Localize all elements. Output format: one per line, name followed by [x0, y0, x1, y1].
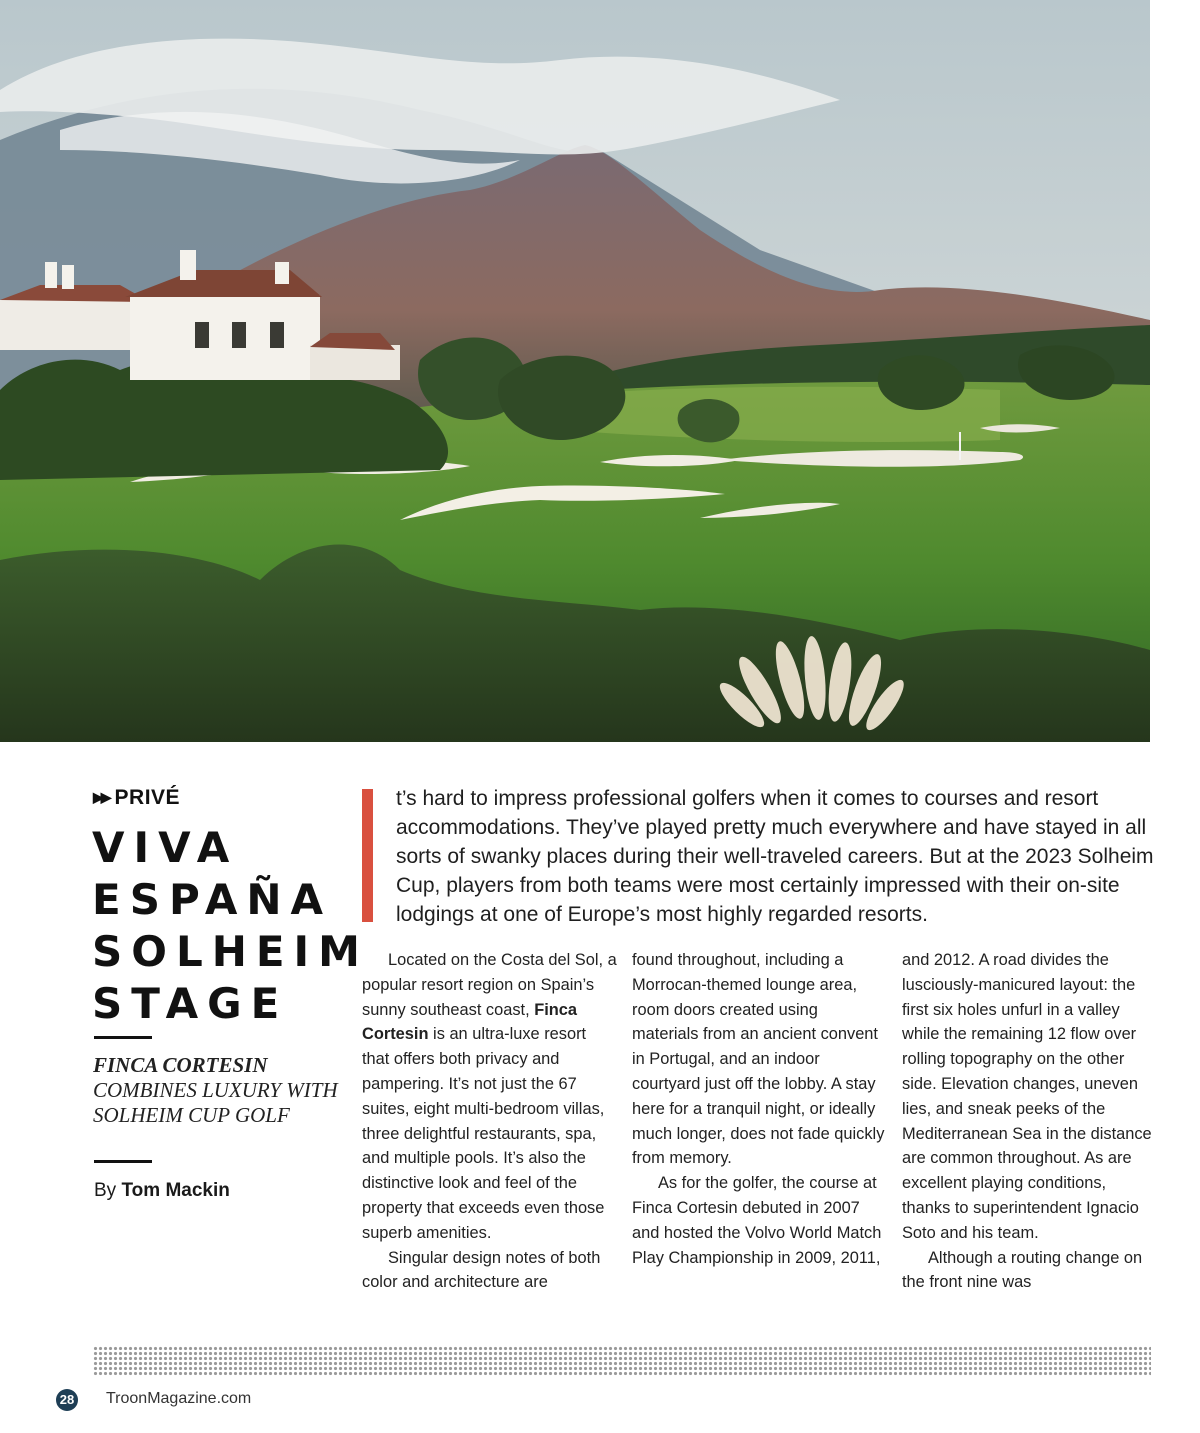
dot-pattern-band	[93, 1346, 1151, 1376]
body-column	[902, 948, 1157, 1295]
intro-paragraph: t’s hard to impress professional golfers when it comes to courses and resort accommodations. They’ve played pretty much everywhere and have stayed in all sorts of swanky places during their well-traveled careers. But at the 2023 Solheim Cup, players from both teams were most certainly impressed with their on-site lodgings at one of Europe’s most highly regarded resorts.	[396, 787, 1154, 926]
body-text: is an ultra-luxe resort that offers both privacy and pampering. It’s not just the 67 suites, eight multi-bedroom villas, three delightful restaurants, spa, and multiple pools. It’s also the distinctive look and feel of the property that exceeds even those superb amenities.	[362, 1025, 605, 1242]
headline-line: VIVA	[92, 823, 239, 872]
headline-line: STAGE	[92, 979, 289, 1028]
deck-name: FINCA CORTESIN	[93, 1053, 268, 1077]
author-name: Tom Mackin	[121, 1180, 230, 1201]
body-paragraph	[362, 948, 617, 1246]
body-paragraph: found throughout, including a Morrocan-themed lounge area, room doors created using materials from an ancient convent in Portugal, and an indoor courtyard just off the lobby. A stay here for a tranquil night, or ideally much longer, does not fade quickly from memory.	[632, 951, 885, 1168]
drop-cap-i	[362, 789, 373, 922]
hero-photo	[0, 0, 1150, 742]
rule-divider	[94, 1036, 152, 1039]
body-paragraph: and 2012. A road divides the lusciously-manicured layout: the first six holes unfurl in a valley while the remaining 12 flow over rolling topography on the other side. Elevation changes, uneven lies, and sneak peeks of the Mediterranean Sea in the distance are common throughout. As are excellent playing conditions, thanks to superintendent Ignacio Soto and his team.	[902, 951, 1152, 1242]
section-tag	[93, 786, 180, 810]
deck-text: COMBINES LUXURY WITH SOLHEIM CUP GOLF	[93, 1078, 338, 1127]
body-text: Located on the Costa del Sol, a popular resort region on Spain’s sunny southeast coast,	[362, 951, 617, 1019]
byline	[94, 1180, 230, 1202]
page-number-badge: 28	[56, 1389, 78, 1411]
body-column	[362, 948, 617, 1295]
headline-line: ESPAÑA	[92, 875, 333, 924]
site-url[interactable]: TroonMagazine.com	[106, 1390, 252, 1407]
section-label: PRIVÉ	[114, 786, 181, 809]
headline	[92, 822, 369, 1030]
hero-illustration	[0, 0, 1150, 742]
body-paragraph: Singular design notes of both color and architecture are	[362, 1248, 601, 1292]
body-paragraph: Although a routing change on the front nine was	[902, 1248, 1143, 1292]
double-arrow-icon: ▶▶	[93, 789, 109, 805]
body-paragraph: As for the golfer, the course at Finca Cortesin debuted in 2007 and hosted the Volvo World Match Play Championship in 2009, 2011,	[632, 1174, 882, 1267]
rule-divider	[94, 1160, 152, 1163]
resort-name: Finca Cortesin	[362, 1000, 578, 1044]
body-column	[632, 948, 887, 1270]
deck	[93, 1053, 343, 1128]
headline-line: SOLHEIM	[92, 927, 369, 976]
byline-prefix: By	[94, 1180, 117, 1201]
